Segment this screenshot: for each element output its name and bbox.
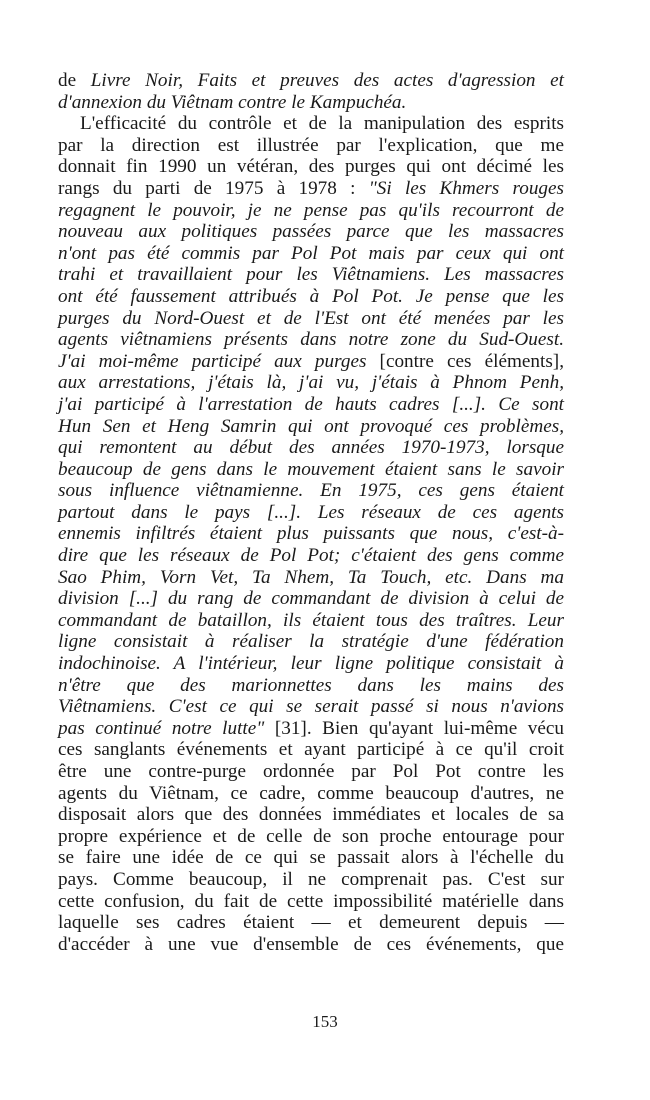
- text-line: [58, 675, 564, 697]
- text-line: [58, 696, 564, 718]
- text-line: [58, 243, 564, 265]
- text-line: [58, 480, 564, 502]
- text-line: [58, 610, 564, 632]
- italic-text: Sao Phim, Vorn Vet, Ta Nhem, Ta Touch, etc. Dans ma: [58, 566, 564, 588]
- text-line: [58, 70, 564, 92]
- text-line: [58, 200, 564, 222]
- italic-text: n'être que des marionnettes dans les mains des: [58, 674, 564, 696]
- italic-text: J'ai moi-même participé aux purges: [58, 350, 367, 372]
- text-line: [58, 653, 564, 675]
- text-line: [58, 221, 564, 243]
- text-line: [58, 459, 564, 481]
- text-line: [58, 264, 564, 286]
- italic-text: ennemis infiltrés étaient plus puissants que nous, c'est-à-: [58, 523, 564, 545]
- text-line: [58, 783, 564, 805]
- text-line: [58, 761, 564, 783]
- paragraph-1: [58, 70, 564, 113]
- italic-text: d'annexion du Viêtnam contre le Kampuchéa.: [58, 91, 407, 113]
- text-line: [58, 545, 564, 567]
- text-line: [58, 588, 564, 610]
- text-run: agents du Viêtnam, ce cadre, comme beaucoup d'autres, ne: [58, 782, 564, 804]
- italic-text: agents viêtnamiens présents dans notre zone du Sud-Ouest.: [58, 329, 564, 351]
- italic-text: ont été faussement attribués à Pol Pot. Je pense que les: [58, 285, 564, 307]
- italic-text: beaucoup de gens dans le mouvement étaient sans le savoir: [58, 458, 564, 480]
- italic-text: "Si les Khmers rouges: [368, 177, 564, 199]
- italic-text: purges du Nord-Ouest et de l'Est ont été menées par les: [58, 307, 564, 329]
- text-line: [58, 523, 564, 545]
- text-line: [58, 416, 564, 438]
- text-line: [58, 869, 564, 891]
- text-line: [58, 135, 564, 157]
- italic-text: trahi et travaillaient pour les Viêtnamiens. Les massacres: [58, 264, 564, 286]
- text-run: de: [58, 70, 91, 91]
- italic-text: aux arrestations, j'étais là, j'ai vu, j'étais à Phnom Penh,: [58, 372, 564, 394]
- text-run: cette confusion, du fait de cette impossibilité matérielle dans: [58, 890, 564, 912]
- text-line: [58, 394, 564, 416]
- text-run: par la direction est illustrée par l'explication, que me: [58, 134, 564, 156]
- italic-text: Livre Noir, Faits et preuves des actes d'agression et: [90, 70, 564, 91]
- text-line: [58, 502, 564, 524]
- text-line: [58, 847, 564, 869]
- italic-text: ligne consistait à réaliser la stratégie d'une fédération: [58, 631, 564, 653]
- text-line: [58, 718, 564, 740]
- text-run: rangs du parti de 1975 à 1978 :: [58, 177, 369, 199]
- italic-text: Viêtnamiens. C'est ce qui se serait passé si nous n'avions: [58, 696, 564, 718]
- text-line: [58, 372, 564, 394]
- text-line: [58, 739, 564, 761]
- text-run: ces sanglants événements et ayant participé à ce qu'il croit: [58, 739, 564, 761]
- italic-text: Hun Sen et Heng Samrin qui ont provoqué ces problèmes,: [58, 415, 564, 437]
- text-run: [contre ces éléments],: [366, 350, 564, 372]
- italic-text: regagnent le pouvoir, je ne pense pas qu'ils recourront de: [58, 199, 564, 221]
- italic-text: j'ai participé à l'arrestation de hauts cadres [...]. Ce sont: [58, 393, 564, 415]
- italic-text: indochinoise. A l'intérieur, leur ligne politique consistait à: [58, 653, 564, 675]
- text-line: [58, 286, 564, 308]
- italic-text: division [...] du rang de commandant de division à celui de: [58, 588, 564, 610]
- text-line: [58, 912, 564, 934]
- text-run: être une contre-purge ordonnée par Pol Pot contre les: [58, 761, 564, 782]
- italic-text: nouveau aux politiques passées parce que les massacres: [58, 221, 564, 243]
- text-line: [58, 113, 564, 135]
- text-line: [58, 804, 564, 826]
- paragraph-2: [58, 113, 564, 955]
- text-line: [58, 178, 564, 200]
- text-line: [58, 437, 564, 459]
- italic-text: qui remontent au début des années 1970-1973, lorsque: [58, 437, 564, 459]
- text-run: disposait alors que des données immédiates et locales de sa: [58, 804, 564, 826]
- text-run: donnait fin 1990 un vétéran, des purges qui ont décimé les: [58, 156, 564, 178]
- italic-text: commandant de bataillon, ils étaient tous des traîtres. Leur: [58, 609, 564, 631]
- text-line: [58, 934, 564, 956]
- text-run: pays. Comme beaucoup, il ne comprenait pas. C'est sur: [58, 868, 564, 890]
- italic-text: pas continué notre lutte": [58, 717, 265, 739]
- text-run: propre expérience et de celle de son proche entourage pour: [58, 825, 564, 847]
- text-line: [58, 891, 564, 913]
- italic-text: sous influence viêtnamienne. En 1975, ces gens étaient: [58, 480, 564, 502]
- text-run: se faire une idée de ce qui se passait alors à l'échelle du: [58, 847, 564, 869]
- book-page: [58, 70, 564, 955]
- text-line: [58, 308, 564, 330]
- text-run: d'accéder à une vue d'ensemble de ces événements, que: [58, 933, 564, 955]
- text-line: [58, 92, 564, 114]
- text-line: [58, 631, 564, 653]
- italic-text: partout dans le pays [...]. Les réseaux de ces agents: [58, 501, 564, 523]
- text-line: [58, 567, 564, 589]
- text-line: [58, 351, 564, 373]
- text-line: [58, 329, 564, 351]
- text-line: [58, 826, 564, 848]
- italic-text: dire que les réseaux de Pol Pot; c'étaient des gens comme: [58, 545, 564, 567]
- text-run: [31]. Bien qu'ayant lui-même vécu: [264, 717, 564, 739]
- text-run: L'efficacité du contrôle et de la manipulation des esprits: [80, 113, 564, 135]
- page-number: 153: [312, 1012, 338, 1031]
- text-run: laquelle ses cadres étaient — et demeurent depuis —: [58, 912, 564, 934]
- text-line: [58, 156, 564, 178]
- italic-text: n'ont pas été commis par Pol Pot mais par ceux qui ont: [58, 242, 564, 264]
